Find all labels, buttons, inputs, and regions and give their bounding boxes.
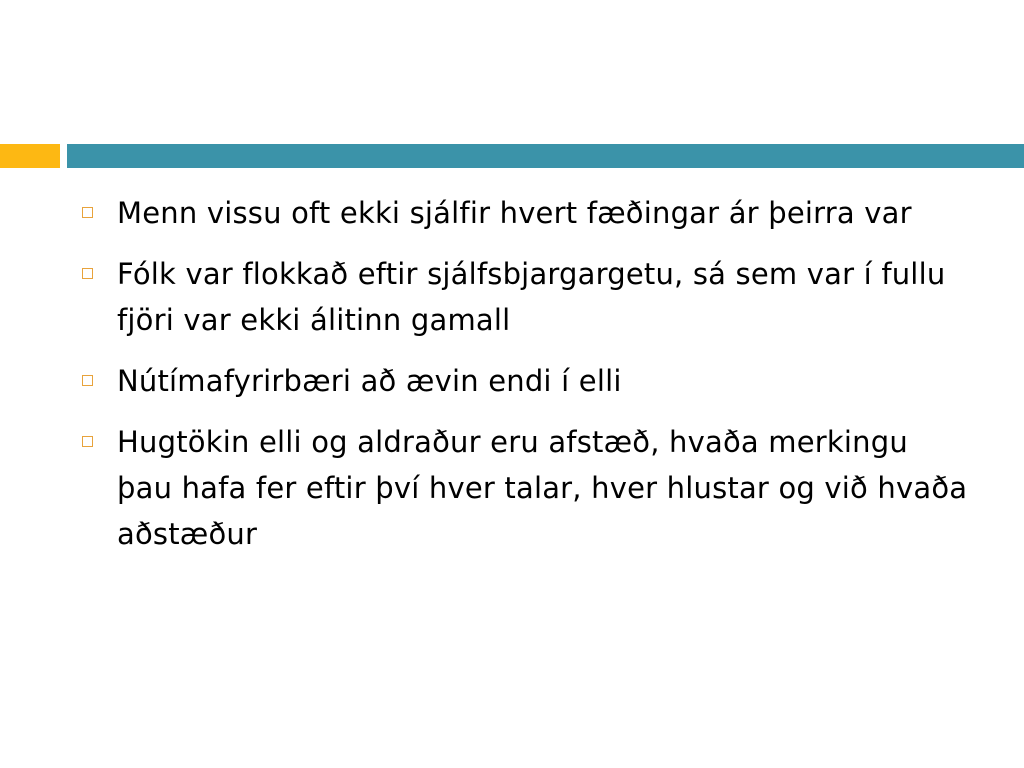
bullet-text: Menn vissu oft ekki sjálfir hvert fæðingar ár þeirra var <box>117 196 912 230</box>
hollow-square-bullet-icon <box>82 436 93 447</box>
hollow-square-bullet-icon <box>82 207 93 218</box>
bullet-list <box>82 190 972 572</box>
bullet-item <box>82 358 972 404</box>
bullet-item <box>82 190 972 236</box>
bullet-item <box>82 251 972 343</box>
bullet-text: Fólk var flokkað eftir sjálfsbjargargetu, sá sem var í fullu fjöri var ekki álitinn gamall <box>117 257 946 337</box>
title-divider-bar <box>67 144 1024 168</box>
hollow-square-bullet-icon <box>82 375 93 386</box>
accent-bar <box>0 144 60 168</box>
bullet-text: Nútímafyrirbæri að ævin endi í elli <box>117 364 622 398</box>
hollow-square-bullet-icon <box>82 268 93 279</box>
bullet-text: Hugtökin elli og aldraður eru afstæð, hvaða merkingu þau hafa fer eftir því hver talar, hver hlustar og við hvaða aðstæður <box>117 425 968 551</box>
bullet-item <box>82 419 972 557</box>
